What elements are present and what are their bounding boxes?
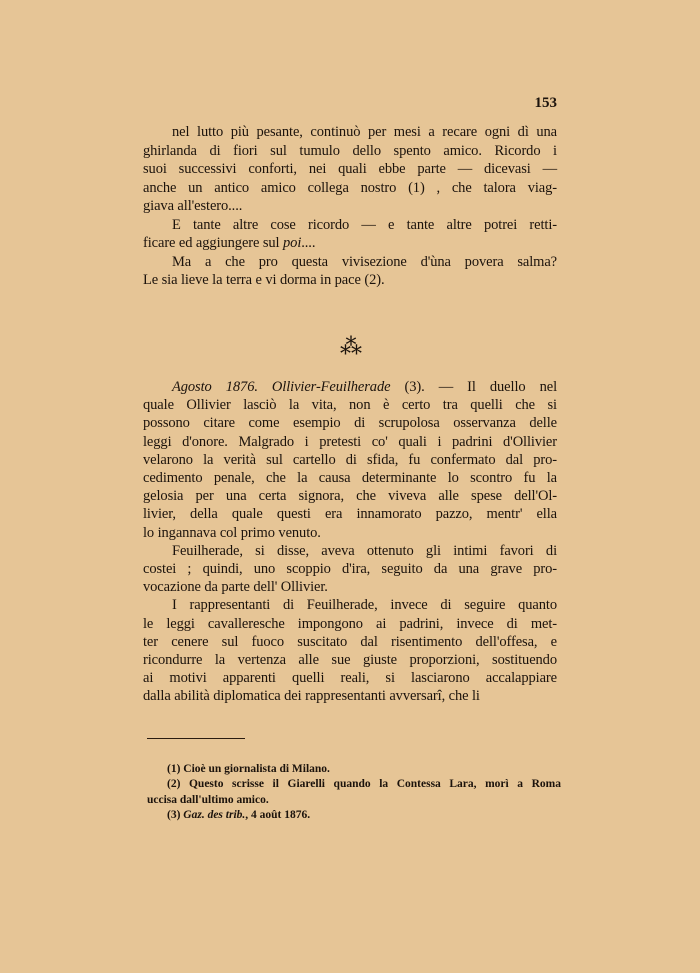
italic-text: Gaz. des trib. (183, 808, 246, 821)
footnote-rule (147, 738, 245, 739)
text-line (143, 271, 557, 290)
text-line (143, 596, 557, 614)
text-segment: leggi d'onore. Malgrado i pretesti co' quali i padrini d'Ollivier (143, 433, 557, 450)
text-segment: ficare ed aggiungere sul (143, 235, 284, 251)
text-segment: costei ; quindi, uno scoppio d'ira, seguito da una grave pro- (143, 561, 557, 578)
page-number: 153 (534, 95, 557, 111)
text-segment: gelosia per una certa signora, che viveva alle spese dell'Ol- (143, 488, 557, 505)
italic-text: Agosto 1876. Ollivier-Feuilherade (172, 379, 391, 395)
footnote-line (147, 793, 561, 808)
text-segment: ricondurre la vertenza alle sue giuste proporzioni, sostituendo (143, 652, 557, 669)
text-line (143, 669, 557, 687)
text-segment: velarono la verità sul cartello di sfida, fu confermato dal pro- (143, 451, 557, 468)
text-segment: lo ingannava col primo venuto. (143, 524, 321, 541)
text-line (143, 433, 557, 451)
text-segment: (3) (167, 808, 184, 821)
text-segment: suoi successivi conforti, nei quali ebbe parte — dicevasi — (143, 161, 557, 177)
text-line (143, 524, 557, 542)
text-line (143, 469, 557, 487)
text-segment: le leggi cavalleresche impongono ai padrini, invece di met- (143, 615, 557, 632)
text-line (143, 505, 557, 523)
section-2-text (143, 378, 557, 706)
asterism-divider: ⁂ (340, 334, 362, 359)
text-segment: Feuilherade, si disse, aveva ottenuto gli intimi favori di (172, 542, 557, 559)
text-line (143, 396, 557, 414)
text-line (143, 615, 557, 633)
footnote-line (147, 762, 561, 777)
text-line (143, 633, 557, 651)
text-line (143, 234, 557, 253)
text-segment: I rappresentanti di Feuilherade, invece di seguire quanto (172, 597, 557, 614)
text-segment: .... (301, 235, 316, 251)
text-line (143, 197, 557, 216)
text-segment: giava all'estero.... (143, 198, 243, 214)
text-line (143, 179, 557, 198)
text-segment: , 4 août 1876. (245, 808, 311, 821)
text-segment: uccisa dall'ultimo amico. (147, 793, 269, 806)
text-segment: Ma a che pro questa vivisezione d'ùna povera salma? (172, 253, 557, 270)
text-segment: cedimento penale, che la causa determinante lo scontro fu la (143, 470, 557, 487)
text-segment: anche un antico amico collega nostro (1) , che talora viag- (143, 179, 557, 196)
text-segment: dalla abilità diplomatica dei rappresentanti avversarî, che li (143, 688, 480, 705)
text-line (143, 651, 557, 669)
footnote-line (147, 777, 561, 792)
text-segment: nel lutto più pesante, continuò per mesi a recare ogni dì una (172, 124, 557, 140)
text-segment: quale Ollivier lasciò la vita, non è certo tra quelli che si (143, 397, 557, 414)
text-segment: (1) Cioè un giornalista di Milano. (167, 763, 330, 775)
text-segment: possono citare come esempio di scrupolosa osservanza delle (143, 415, 557, 432)
text-line (143, 123, 557, 142)
text-line (143, 451, 557, 469)
text-line (143, 253, 557, 272)
section-1-text (143, 123, 557, 290)
text-segment: Le sia lieve la terra e vi dorma in pace (2). (143, 272, 385, 288)
footnotes (147, 762, 561, 823)
text-segment: ghirlanda di fiori sul tumulo dello spento amico. Ricordo i (143, 142, 557, 159)
text-segment: livier, della quale questi era innamorato pazzo, mentr' ella (143, 506, 557, 523)
text-line (143, 560, 557, 578)
text-line (143, 487, 557, 505)
text-segment: (2) Questo scrisse il Giarelli quando la Contessa Lara, morì a Roma (167, 778, 561, 791)
footnote-line (147, 808, 561, 823)
text-segment: E tante altre cose ricordo — e tante altre potrei retti- (172, 216, 557, 233)
text-line (143, 414, 557, 432)
text-segment: (3). — Il duello nel (390, 379, 557, 395)
text-line (143, 542, 557, 560)
italic-text: poi (283, 235, 302, 251)
text-segment: ter cenere sul fuoco suscitato dal risentimento dell'offesa, e (143, 633, 557, 650)
text-line (143, 142, 557, 161)
text-line (143, 216, 557, 235)
text-segment: ai motivi apparenti quelli reali, si lasciarono accalappiare (143, 670, 557, 687)
text-line (143, 160, 557, 179)
text-segment: vocazione da parte dell' Ollivier. (143, 579, 328, 596)
text-line (143, 378, 557, 396)
text-line (143, 687, 557, 705)
text-line (143, 578, 557, 596)
